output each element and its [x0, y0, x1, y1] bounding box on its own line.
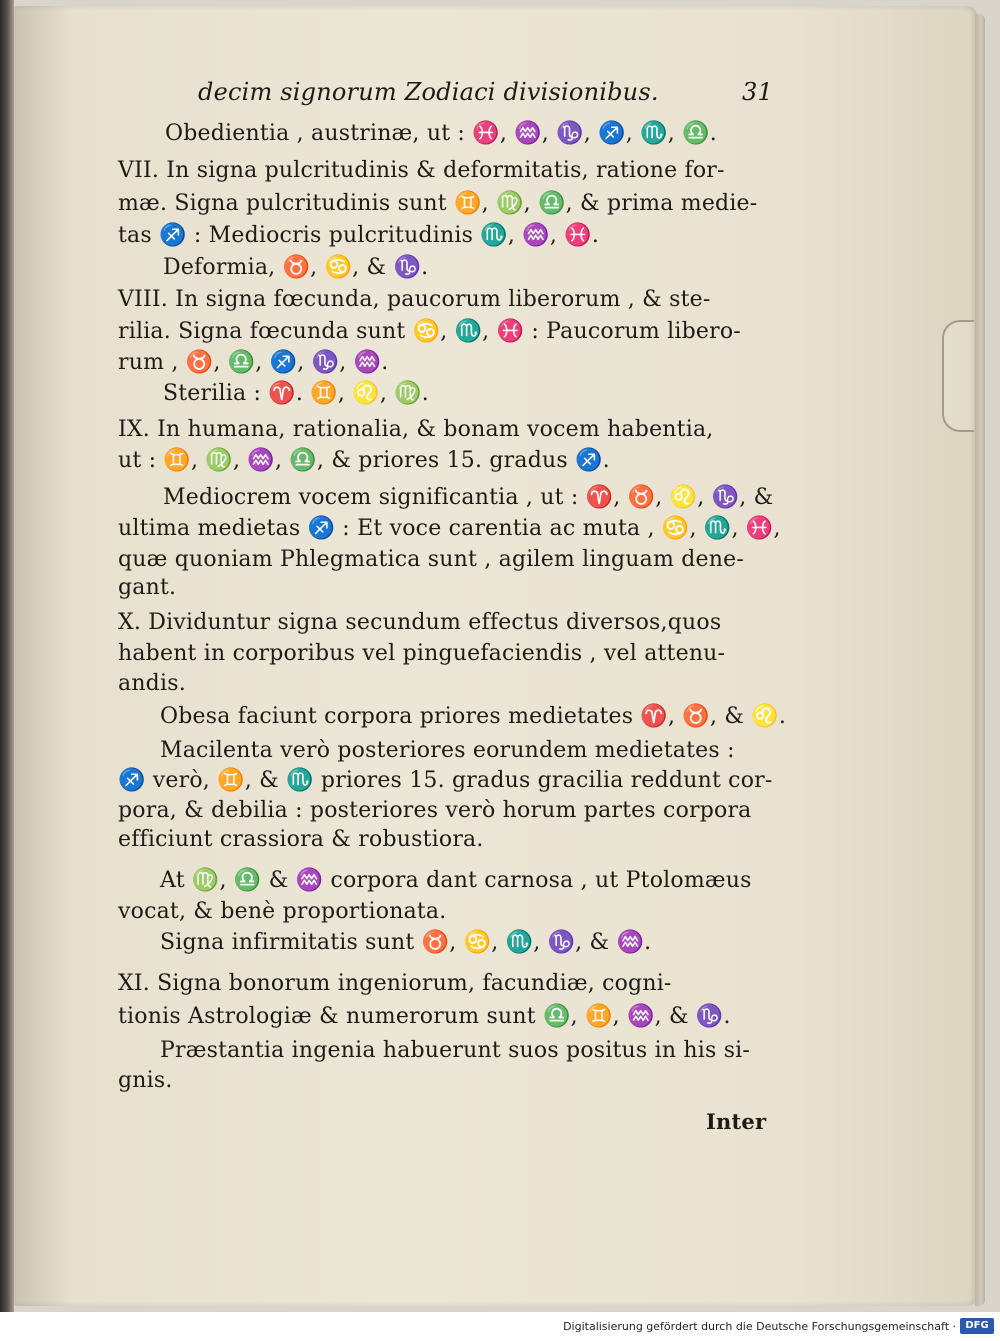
text-line: At ♍, ♎ & ♒ corpora dant carnosa , ut Ptolomæus — [160, 868, 752, 893]
text-line: tas ♐ : Mediocris pulcritudinis ♏, ♒, ♓. — [118, 223, 600, 248]
text-line: vocat, & benè proportionata. — [118, 899, 447, 924]
text-line: Obesa faciunt corpora priores medietates ♈, ♉, & ♌. — [160, 704, 787, 729]
text-line: gnis. — [118, 1068, 173, 1093]
page-number: 31 — [742, 78, 773, 106]
text-line: pora, & debilia : posteriores verò horum partes corpora — [118, 798, 752, 823]
footer-credit: Digitalisierung gefördert durch die Deutsche Forschungsgemeinschaft · — [563, 1320, 956, 1333]
text-line: VIII. In signa fœcunda, paucorum liberorum , & ste- — [118, 287, 711, 312]
text-line: gant. — [118, 575, 177, 600]
text-line: XI. Signa bonorum ingeniorum, facundiæ, cogni- — [118, 971, 672, 996]
text-line: rum , ♉, ♎, ♐, ♑, ♒. — [118, 350, 389, 375]
dfg-logo: DFG — [960, 1318, 994, 1334]
text-line: IX. In humana, rationalia, & bonam vocem habentia, — [118, 417, 714, 442]
text-line: Signa infirmitatis sunt ♉, ♋, ♏, ♑, & ♒. — [160, 930, 652, 955]
text-line: Præstantia ingenia habuerunt suos positus in his si- — [160, 1038, 751, 1063]
text-line: habent in corporibus vel pinguefaciendis , vel attenu- — [118, 641, 726, 666]
text-line: andis. — [118, 671, 186, 696]
text-line: Sterilia : ♈. ♊, ♌, ♍. — [163, 381, 429, 406]
text-line: rilia. Signa fœcunda sunt ♋, ♏, ♓ : Paucorum libero- — [118, 319, 741, 344]
text-line: VII. In signa pulcritudinis & deformitatis, ratione for- — [118, 158, 725, 183]
catchword: Inter — [706, 1109, 767, 1134]
text-line: X. Dividuntur signa secundum effectus diversos,quos — [118, 610, 722, 635]
text-line: quæ quoniam Phlegmatica sunt , agilem linguam dene- — [118, 547, 744, 572]
text-line: Deformia, ♉, ♋, & ♑. — [163, 255, 429, 280]
text-line: Macilenta verò posteriores eorundem medietates : — [160, 738, 735, 763]
text-line: efficiunt crassiora & robustiora. — [118, 827, 484, 852]
text-line: mæ. Signa pulcritudinis sunt ♊, ♍, ♎, & prima medie- — [118, 191, 758, 216]
text-line: Mediocrem vocem significantia , ut : ♈, ♉, ♌, ♑, & — [163, 485, 774, 510]
text-line: ♐ verò, ♊, & ♏ priores 15. gradus gracilia reddunt cor- — [118, 768, 773, 793]
text-line: ultima medietas ♐ : Et voce carentia ac muta , ♋, ♏, ♓, — [118, 516, 781, 541]
text-line: Obedientia , austrinæ, ut : ♓, ♒, ♑, ♐, ♏, ♎. — [165, 121, 717, 146]
text-line: ut : ♊, ♍, ♒, ♎, & priores 15. gradus ♐. — [118, 448, 610, 473]
text-line: tionis Astrologiæ & numerorum sunt ♎, ♊, ♒, & ♑. — [118, 1004, 731, 1029]
running-head: decim signorum Zodiaci divisionibus. — [198, 78, 659, 106]
